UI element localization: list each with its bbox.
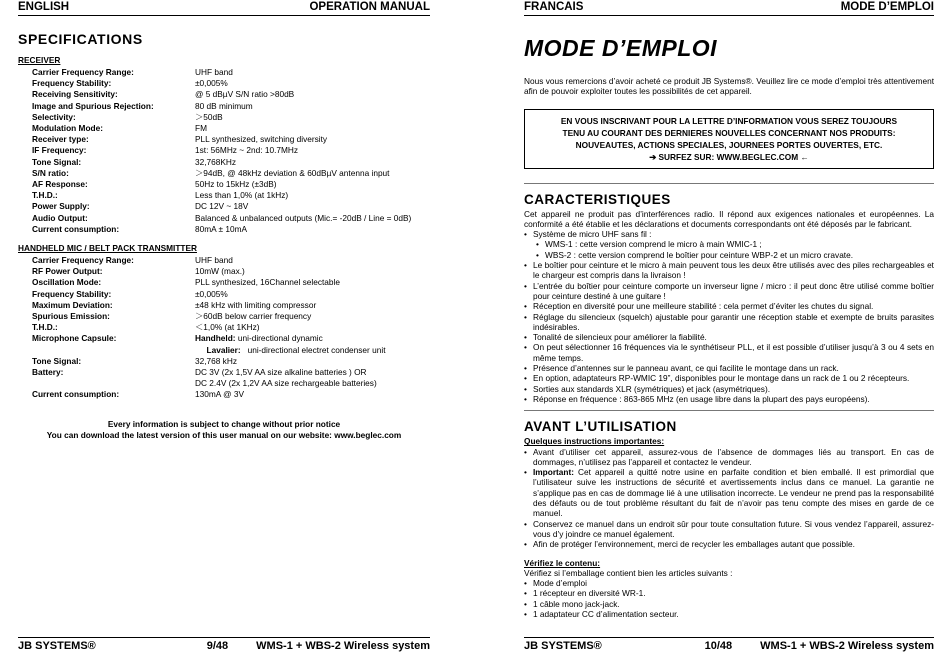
header-language: ENGLISH	[18, 1, 70, 13]
spec-key: Audio Output:	[32, 212, 88, 223]
instructions-list	[524, 447, 934, 550]
spec-value: DC 2.4V (2x 1,2V AA size rechargeable batteries)	[195, 378, 377, 389]
spec-key: Current consumption:	[32, 223, 120, 234]
handheld-label: Handheld:	[195, 333, 236, 344]
lavalier-value: uni-directional electret condenser unit	[247, 344, 386, 355]
newsletter-line: EN VOUS INSCRIVANT POUR LA LETTRE D’INFORMATION VOUS SEREZ TOUJOURS	[560, 115, 898, 126]
spec-value: ＞94dB, @ 48kHz deviation & 60dBµV antenna input	[195, 167, 390, 178]
spec-value: DC 3V (2x 1,5V AA size alkaline batteries ) OR	[195, 367, 367, 378]
newsletter-line: NOUVEAUTES, ACTIONS SPECIALES, JOURNEES PORTES OUVERTES, ETC.	[575, 139, 883, 150]
instruction-item	[524, 467, 934, 518]
spec-row	[32, 78, 411, 89]
contents-item: • 1 récepteur en diversité WR-1.	[524, 588, 934, 598]
spec-key: Spurious Emission:	[32, 311, 110, 322]
mode-emploi-title: MODE D’EMPLOI	[524, 35, 718, 61]
spec-row	[32, 123, 411, 134]
newsletter-box	[524, 109, 934, 169]
instruction-text: Cet appareil a quitté notre usine en parfaite condition et bien emballé. Il est primordial que l’utilisateur suive les instructions de sécurité et avertissements inclus dans ce manuel. La garantie ne s’applique pas en cas de dommage lié à une utilisation incorrecte. Le vendeur ne prend pas la responsabilité des défauts ou de tout problème résultant du fait de n’avoir pas tenu compte des mises en garde de ce manuel.	[533, 467, 934, 519]
spec-value: PLL synthesized, switching diversity	[195, 134, 328, 145]
feature-item: • Sorties aux standards XLR (symétriques) et jack (asymétriques).	[524, 384, 934, 394]
spec-key: Tone Signal:	[32, 156, 82, 167]
footer-page-number: 9/48	[206, 640, 229, 652]
spec-value: Balanced & unbalanced outputs (Mic.= -20dB / Line = 0dB)	[195, 212, 412, 223]
feature-item: • Réponse en fréquence : 863-865 MHz (en usage libre dans la plupart des pays européens).	[524, 394, 934, 404]
spec-row	[32, 157, 411, 168]
header-language: FRANCAIS	[524, 1, 584, 13]
lavalier-label: Lavalier:	[206, 344, 241, 355]
spec-value: ±48 kHz with limiting compressor	[195, 299, 317, 310]
spec-value: ±0,005%	[195, 288, 228, 299]
newsletter-line: TENU AU COURANT DES DERNIERES NOUVELLES CONCERNANT NOS PRODUITS:	[562, 127, 896, 138]
spec-value: 80mA ± 10mA	[195, 223, 248, 234]
spec-key: Carrier Frequency Range:	[32, 67, 134, 77]
spec-value: @ 5 dBµV S/N ratio >80dB	[195, 89, 295, 100]
handheld-value: uni-directional dynamic	[237, 333, 323, 344]
page-footer	[18, 637, 430, 652]
feature-item: • On peut sélectionner 16 fréquences via le synthétiseur PLL, et il est possible d’utiliser jusqu’à 3 ou 4 sets en même temps.	[524, 342, 934, 363]
spec-value: ＞60dB below carrier frequency	[195, 311, 312, 322]
intro-paragraph: Nous vous remercions d’avoir acheté ce produit JB Systems®. Veuillez lire ce mode d’emploi très attentivement afin de pouvoir exploiter toutes les possibilités de cet appareil.	[524, 76, 934, 97]
spec-value: ＞50dB	[195, 111, 223, 122]
spec-key: Current consumption:	[32, 389, 120, 400]
divider	[524, 410, 934, 411]
divider	[524, 183, 934, 184]
spec-value: 32,768KHz	[195, 156, 237, 167]
page-english	[0, 0, 448, 654]
notice	[18, 419, 430, 441]
spec-value: ±0,005%	[195, 78, 228, 89]
features-list	[524, 229, 934, 404]
spec-value: 10mW (max.)	[195, 266, 245, 277]
spec-row	[32, 101, 411, 112]
spec-key: Receiving Sensitivity:	[32, 89, 118, 100]
notice-change: Every information is subject to change without prior notice	[107, 418, 341, 429]
spec-row	[32, 168, 411, 179]
spec-row	[32, 255, 386, 266]
spec-value: 80 dB minimum	[195, 100, 253, 111]
contents-item: • Mode d’emploi	[524, 578, 934, 588]
spec-key: IF Frequency:	[32, 145, 87, 156]
spec-row	[32, 134, 411, 145]
receiver-spec-table	[32, 67, 411, 235]
spec-row	[32, 213, 411, 224]
feature-item: • Système de micro UHF sans fil :	[524, 229, 934, 239]
spec-row	[32, 322, 386, 333]
spec-key: AF Response:	[32, 179, 88, 190]
spec-value: 1st: 56MHz ~ 2nd: 10.7MHz	[195, 145, 299, 156]
instructions-heading: Quelques instructions importantes:	[524, 436, 665, 447]
spec-key: Microphone Capsule:	[32, 333, 117, 344]
feature-item: • Réglage du silencieux (squelch) ajustable pour garantir une réception stable et exempte de bruits parasites indésirables.	[524, 312, 934, 333]
page-french	[506, 0, 950, 654]
footer-page-number: 10/48	[704, 640, 733, 652]
instruction-item	[524, 539, 934, 549]
instruction-label: Important:	[533, 467, 575, 478]
spec-key: Receiver type:	[32, 134, 89, 145]
spec-row	[32, 289, 386, 300]
spec-key: T.H.D.:	[32, 190, 58, 201]
spec-row	[32, 311, 386, 322]
spec-key: Maximum Deviation:	[32, 299, 113, 310]
spec-row	[32, 201, 411, 212]
spec-row	[32, 345, 386, 356]
instruction-item	[524, 447, 934, 468]
contents-heading: Vérifiez le contenu:	[524, 557, 601, 568]
instruction-text: Conservez ce manuel dans un endroit sûr pour toute consultation future. Si vous vendez l’appareil, assurez-vous d’y joindre ce manuel également.	[533, 518, 934, 539]
footer-product: WMS-1 + WBS-2 Wireless system	[256, 640, 430, 652]
spec-row	[32, 300, 386, 311]
spec-value: FM	[195, 123, 207, 134]
spec-key: Frequency Stability:	[32, 78, 112, 89]
page-header	[524, 1, 934, 16]
instruction-item	[524, 519, 934, 540]
notice-download: You can download the latest version of this user manual on our website: www.beglec.com	[46, 429, 402, 440]
spec-value: 130mA @ 3V	[195, 389, 245, 400]
spec-row	[32, 67, 411, 78]
receiver-heading: RECEIVER	[18, 55, 61, 65]
spec-key: RF Power Output:	[32, 266, 103, 277]
spec-key: Modulation Mode:	[32, 123, 103, 134]
features-title: CARACTERISTIQUES	[524, 191, 671, 207]
spec-row	[32, 333, 386, 344]
spec-value: 50Hz to 15kHz (±3dB)	[195, 179, 277, 190]
header-title: MODE D’EMPLOI	[840, 1, 934, 13]
contents-item: • 1 adaptateur CC d’alimentation secteur.	[524, 609, 934, 619]
feature-item: • Présence d’antennes sur le panneau avant, ce qui facilite le montage dans un rack.	[524, 363, 934, 373]
page-header	[18, 1, 430, 16]
spec-value	[195, 333, 386, 344]
before-use-title: AVANT L’UTILISATION	[524, 419, 677, 435]
spec-key: Carrier Frequency Range:	[32, 255, 134, 266]
feature-item: • Le boîtier pour ceinture et le micro à main peuvent tous les deux être utilisés avec des piles rechargeables et le chargeur est compris dans la livraison !	[524, 260, 934, 281]
specifications-title: SPECIFICATIONS	[18, 31, 143, 47]
spec-row	[32, 378, 386, 389]
spec-key: Image and Spurious Rejection:	[32, 100, 154, 111]
feature-item: • L’entrée du boîtier pour ceinture comporte un inverseur ligne / micro : il peut donc être utilisé comme boîtier pour ceinture destiné à une guitare !	[524, 281, 934, 302]
spec-key: Tone Signal:	[32, 355, 82, 366]
website-link[interactable]: ➔ SURFEZ SUR: WWW.BEGLEC.COM ←	[649, 151, 809, 162]
transmitter-heading: HANDHELD MIC / BELT PACK TRANSMITTER	[18, 243, 197, 254]
feature-item: • WBS-2 : cette version comprend le boîtier pour ceinture WBP-2 et un micro cravate.	[524, 250, 934, 260]
spec-row	[32, 89, 411, 100]
spec-row	[32, 190, 411, 201]
spec-row	[32, 145, 411, 156]
spec-row	[32, 266, 386, 277]
instruction-text: Avant d’utiliser cet appareil, assurez-vous de l’absence de dommages liés au transport. En cas de dommages, n’utilisez pas l’appareil et contactez le vendeur.	[533, 446, 934, 467]
feature-item: • Tonalité de silencieux pour améliorer la fiabilité.	[524, 332, 934, 342]
page-footer	[524, 637, 934, 652]
instruction-text: Afin de protéger l’environnement, merci de recycler les emballages autant que possible.	[533, 539, 855, 550]
spec-key: Power Supply:	[32, 201, 90, 212]
spec-row	[32, 224, 411, 235]
spec-value	[195, 345, 386, 356]
footer-product: WMS-1 + WBS-2 Wireless system	[760, 640, 934, 652]
features-intro: Cet appareil ne produit pas d’interférences radio. Il répond aux exigences nationales et européennes. La conformité a été établie et les déclarations et documents correspondants ont été déposés par le fabricant.	[524, 208, 934, 229]
feature-item: • En option, adaptateurs RP-WMIC 19”, disponibles pour le montage dans un rack de 1 ou 2 récepteurs.	[524, 373, 934, 383]
spec-key: T.H.D.:	[32, 322, 58, 333]
spec-value: UHF band	[195, 67, 233, 77]
feature-item: • WMS-1 : cette version comprend le micro à main WMIC-1 ;	[524, 239, 934, 249]
spec-row	[32, 277, 386, 288]
spec-value: PLL synthesized, 16Channel selectable	[195, 277, 340, 288]
spec-row	[32, 367, 386, 378]
spec-row	[32, 179, 411, 190]
contents-item: • 1 câble mono jack-jack.	[524, 599, 934, 609]
spec-value: UHF band	[195, 255, 233, 266]
header-title: OPERATION MANUAL	[309, 1, 430, 13]
contents-intro: Vérifiez si l’emballage contient bien les articles suivants :	[524, 567, 733, 578]
contents-list	[524, 578, 934, 619]
spec-value: 32,768 kHz	[195, 355, 237, 366]
spec-key: S/N ratio:	[32, 167, 69, 178]
footer-brand: JB SYSTEMS®	[18, 640, 96, 652]
footer-brand: JB SYSTEMS®	[524, 640, 602, 652]
spec-row	[32, 389, 386, 400]
spec-value: ＜1,0% (at 1KHz)	[195, 322, 260, 333]
spec-key: Frequency Stability:	[32, 288, 112, 299]
spec-key: Selectivity:	[32, 111, 76, 122]
spec-value: Less than 1,0% (at 1kHz)	[195, 190, 289, 201]
spec-key: Battery:	[32, 367, 64, 378]
feature-item: • Réception en diversité pour une meilleure stabilité : cela permet d’éviter les chutes du signal.	[524, 301, 934, 311]
spec-row	[32, 112, 411, 123]
spec-value: DC 12V ~ 18V	[195, 201, 249, 212]
spec-key: Oscillation Mode:	[32, 277, 102, 288]
transmitter-spec-table	[32, 255, 386, 401]
spec-row	[32, 356, 386, 367]
